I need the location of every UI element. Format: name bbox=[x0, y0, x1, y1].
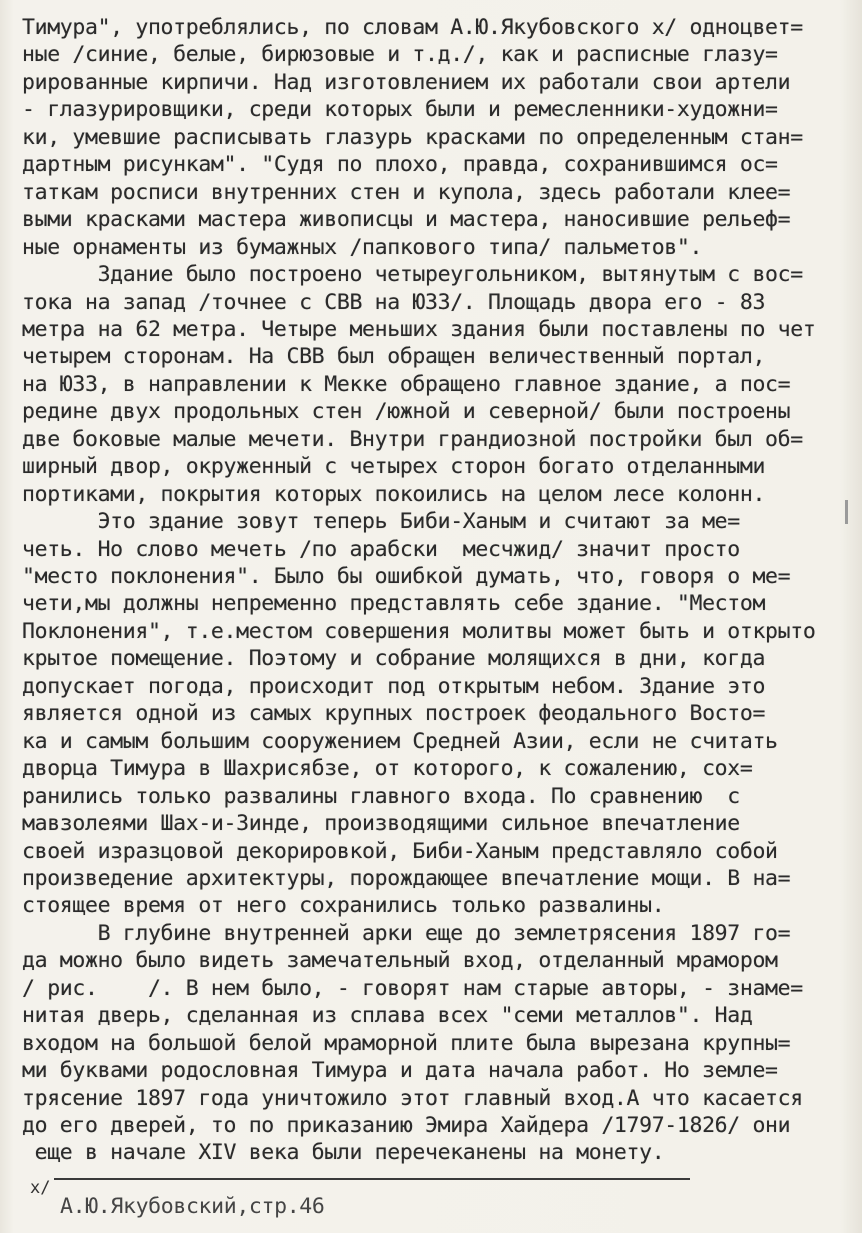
text-line: ширный двор, окруженный с четырех сторон богато отделанными bbox=[22, 454, 766, 480]
text-line: да можно было видеть замечательный вход, отделанный мрамором bbox=[22, 948, 778, 974]
footnote-mark: x/ bbox=[30, 1178, 51, 1198]
text-line: - глазурировщики, среди которых были и ремесленники-художни= bbox=[22, 97, 778, 123]
text-line: / рис. /. В нем было, - говорят нам старые авторы, - знаме= bbox=[22, 975, 803, 1001]
text-line: дворца Тимура в Шахрисябзе, от которого, к сожалению, сох= bbox=[22, 756, 753, 782]
text-line: ки, умевшие расписывать глазурь красками по определенным стан= bbox=[22, 124, 803, 150]
text-line: дартным рисункам". "Судя по плохо, правда, сохранившимся ос= bbox=[22, 152, 778, 178]
text-line: таткам росписи внутренних стен и купола, здесь работали клее= bbox=[22, 179, 791, 205]
text-line: четь. Но слово мечеть /по арабски месчжид/ значит просто bbox=[22, 536, 740, 562]
text-line: Поклонения", т.е.местом совершения молитвы может быть и открыто bbox=[22, 618, 816, 644]
text-line: выми красками мастера живописцы и мастера, наносившие рельеф= bbox=[22, 207, 791, 233]
text-line: стоящее время от него сохранились только развалины. bbox=[22, 893, 665, 919]
text-line: метра на 62 метра. Четыре меньших здания были поставлены по чет bbox=[22, 316, 816, 342]
text-line: на ЮЗЗ, в направлении к Мекке обращено главное здание, а пос= bbox=[22, 371, 791, 397]
text-line: входом на большой белой мраморной плите была вырезана крупны= bbox=[22, 1030, 791, 1056]
text-line: портиками, покрытия которых покоились на целом лесе колонн. bbox=[22, 481, 766, 507]
text-line: ми буквами родословная Тимура и дата начала работ. Но земле= bbox=[22, 1058, 778, 1084]
text-line: четырем сторонам. На СВВ был обращен величественный портал, bbox=[22, 344, 766, 370]
text-line: трясение 1897 года уничтожило этот главный вход.А что касается bbox=[22, 1085, 803, 1111]
footnote-separator-underline bbox=[54, 1178, 690, 1180]
text-line: ные /синие, белые, бирюзовые и т.д./, как и расписные глазу= bbox=[22, 42, 778, 68]
text-line: крытое помещение. Поэтому и собрание молящихся в дни, когда bbox=[22, 646, 766, 672]
text-line: нитая дверь, сделанная из сплава всех "семи металлов". Над bbox=[22, 1003, 753, 1029]
text-line: рированные кирпичи. Над изготовлением их работали свои артели bbox=[22, 69, 791, 95]
text-line: чети,мы должны непременно представлять себе здание. "Местом bbox=[22, 591, 766, 617]
text-line: две боковые малые мечети. Внутри грандиозной постройки был об= bbox=[22, 426, 803, 452]
text-line: В глубине внутренней арки еще до землетрясения 1897 го= bbox=[22, 920, 791, 946]
text-line: ранились только развалины главного входа. По сравнению с bbox=[22, 783, 740, 809]
text-line: "место поклонения". Было бы ошибкой думать, что, говоря о ме= bbox=[22, 564, 791, 589]
text-line: своей изразцовой декорировкой, Биби-Ханым представляло собой bbox=[22, 838, 778, 864]
text-line: произведение архитектуры, порождающее впечатление мощи. В на= bbox=[22, 865, 791, 891]
text-line: ные орнаменты из бумажных /папкового типа/ пальметов". bbox=[22, 234, 703, 260]
text-line: допускает погода, происходит под открытым небом. Здание это bbox=[22, 673, 766, 699]
text-line: еще в начале XIV века были перечеканены на монету. bbox=[22, 1140, 665, 1166]
text-line: до его дверей, то по приказанию Эмира Хайдера /1797-1826/ они bbox=[22, 1113, 791, 1138]
text-line: тока на запад /точнее с СВВ на ЮЗЗ/. Площадь двора его - 83 bbox=[22, 289, 766, 315]
text-line: Это здание зовут теперь Биби-Ханым и считают за ме= bbox=[22, 509, 740, 535]
text-line: Тимура", употреблялись, по словам А.Ю.Якубовского x/ одноцвет= bbox=[22, 15, 803, 40]
text-line: ка и самым большим сооружением Средней Азии, если не считать bbox=[22, 728, 778, 754]
text-line: Здание было построено четыреугольником, вытянутым с вос= bbox=[22, 262, 803, 288]
text-line: является одной из самых крупных построек феодального Восто= bbox=[22, 701, 766, 727]
text-line: мавзолеями Шах-и-Зинде, производящими сильное впечатление bbox=[22, 811, 740, 837]
footnote-text: А.Ю.Якубовский,стр.46 bbox=[60, 1194, 325, 1219]
text-line: редине двух продольных стен /южной и северной/ были построены bbox=[22, 399, 791, 425]
